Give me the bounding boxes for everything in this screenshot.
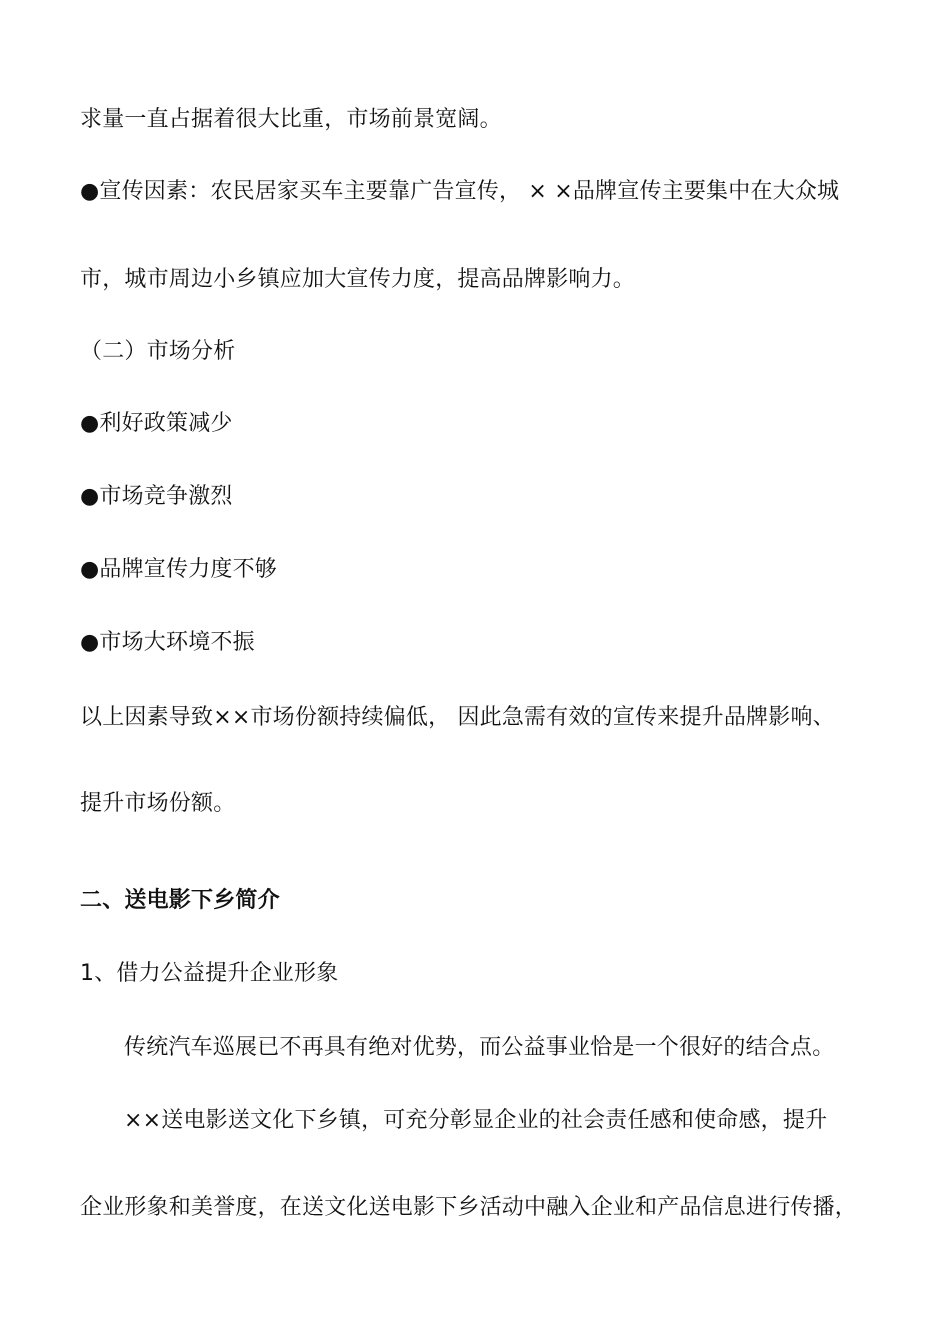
paragraph-line: 提升市场份额。: [80, 791, 236, 816]
bullet-item: ●利好政策减少: [80, 411, 233, 436]
section-subheading: （二）市场分析: [80, 339, 236, 364]
paragraph-line: 市，城市周边小乡镇应加大宣传力度，提高品牌影响力。: [80, 267, 636, 292]
subsection-heading: 1、借力公益提升企业形象: [80, 961, 339, 986]
paragraph-line: 求量一直占据着很大比重，市场前景宽阔。: [80, 107, 502, 132]
paragraph-line: ××送电影送文化下乡镇，可充分彰显企业的社会责任感和使命感，提升: [124, 1108, 828, 1133]
paragraph-line: 传统汽车巡展已不再具有绝对优势，而公益事业恰是一个很好的结合点。: [124, 1035, 835, 1060]
bullet-item: ●市场大环境不振: [80, 630, 255, 655]
section-heading: 二、送电影下乡简介: [80, 888, 280, 913]
bullet-item: ●品牌宣传力度不够: [80, 557, 277, 582]
bullet-publicity-factor: ●宣传因素：农民居家买车主要靠广告宣传， × ×品牌宣传主要集中在大众城: [80, 179, 840, 204]
paragraph-line: 企业形象和美誉度，在送文化送电影下乡活动中融入企业和产品信息进行传播，: [80, 1195, 858, 1220]
bullet-item: ●市场竞争激烈: [80, 484, 233, 509]
paragraph-line: 以上因素导致××市场份额持续偏低， 因此急需有效的宣传来提升品牌影响、: [80, 705, 835, 730]
